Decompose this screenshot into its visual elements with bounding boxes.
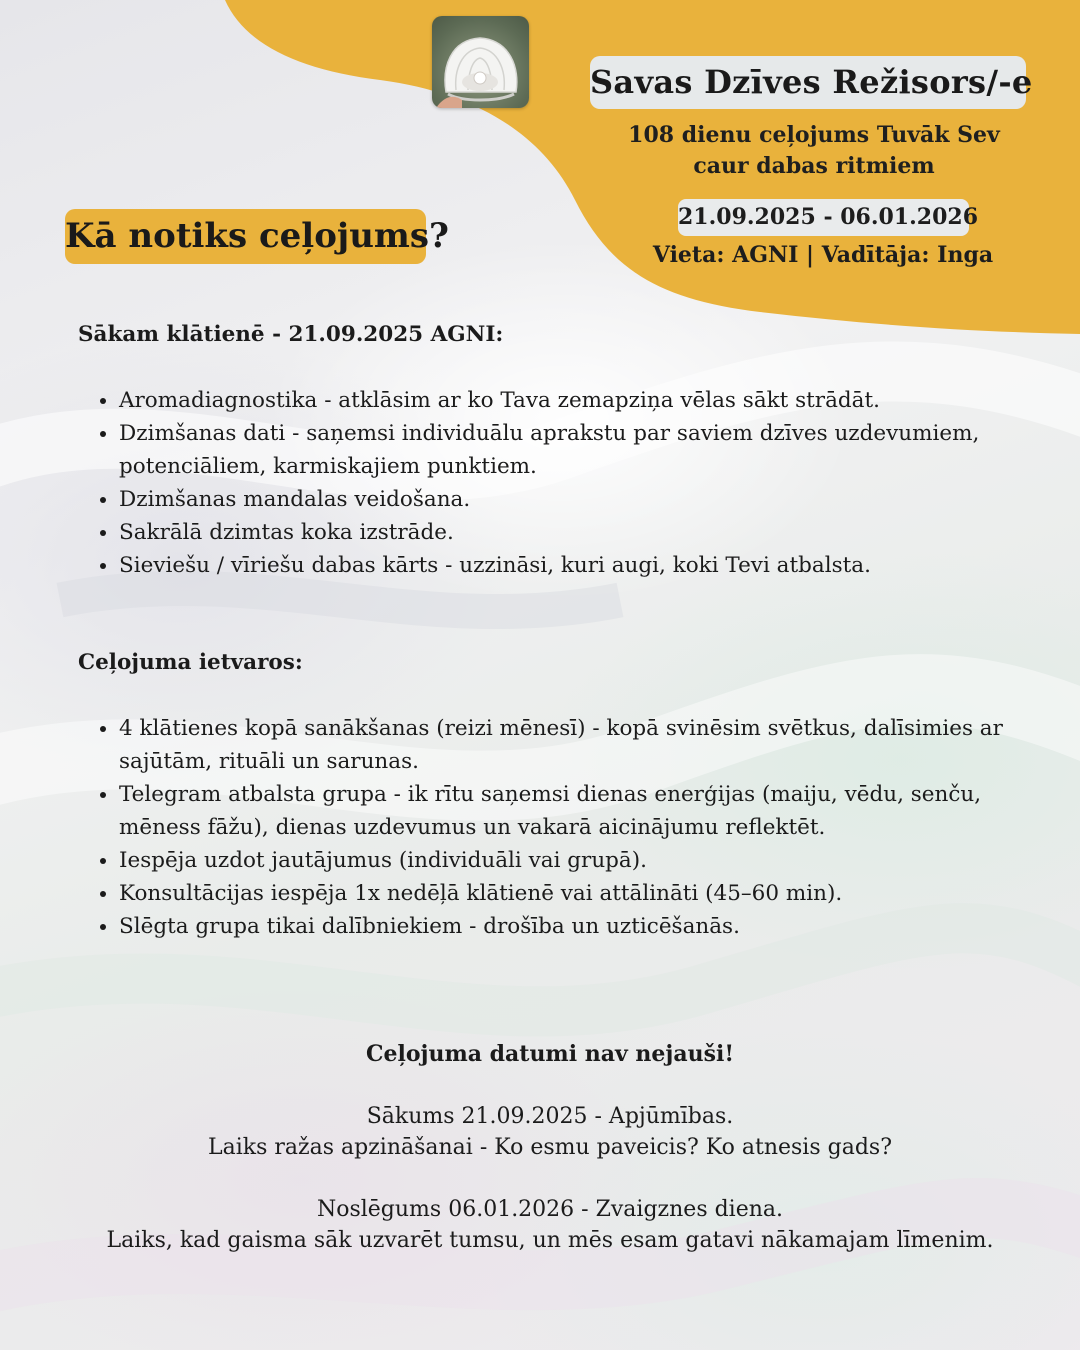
- subtitle-line-2: caur dabas ritmiem: [693, 153, 935, 179]
- start-date-line: Sākums 21.09.2025 - Apjūmības.: [366, 1104, 734, 1129]
- end-date-description: Laiks, kad gaisma sāk uzvarēt tumsu, un mēs esam gatavi nākamajam līmenim.: [106, 1228, 994, 1253]
- location-host-line: Vieta: AGNI | Vadītāja: Inga: [652, 242, 994, 268]
- journey-includes-section: [78, 646, 1008, 943]
- list-item: • 4 klātienes kopā sanākšanas (reizi mēnesī) - kopā svinēsim svētkus, dalīsimies ar sajūtām, rituāli un sarunas.: [119, 712, 1008, 778]
- logo-shell-pearl: [432, 16, 529, 108]
- brand-title: Savas Dzīves Režisors/-e: [590, 56, 1026, 109]
- end-date-line: Noslēgums 06.01.2026 - Zvaigznes diena.: [316, 1197, 784, 1222]
- list-item: • Telegram atbalsta grupa - ik rītu saņemsi dienas enerģijas (maiju, vēdu, senču, mēness fāžu), dienas uzdevumus un vakarā aicinājumu reflektēt.: [119, 778, 1008, 844]
- section-title-badge: Kā notiks ceļojums?: [65, 209, 426, 264]
- journey-includes-heading: Ceļojuma ietvaros:: [78, 650, 303, 675]
- shell-icon: [432, 16, 529, 108]
- in-person-start-list: [78, 384, 1008, 582]
- in-person-start-section: [78, 318, 1008, 582]
- list-item: • Konsultācijas iespēja 1x nedēļā klātienē vai attālināti (45–60 min).: [119, 877, 1008, 910]
- list-item: • Sakrālā dzimtas koka izstrāde.: [119, 516, 1008, 549]
- list-item: • Sieviešu / vīriešu dabas kārts - uzzināsi, kuri augi, koki Tevi atbalsta.: [119, 549, 1008, 582]
- list-item: • Slēgta grupa tikai dalībniekiem - drošība un uzticēšanās.: [119, 910, 1008, 943]
- journey-dates-heading: Ceļojuma datumi nav nejauši!: [365, 1041, 735, 1067]
- list-item: • Iespēja uzdot jautājumus (individuāli vai grupā).: [119, 844, 1008, 877]
- list-item: • Aromadiagnostika - atklāsim ar ko Tava zemapziņa vēlas sākt strādāt.: [119, 384, 1008, 417]
- journey-dates-section: [40, 1039, 1060, 1256]
- subtitle-line-1: 108 dienu ceļojums Tuvāk Sev: [628, 122, 1000, 148]
- date-range-badge: 21.09.2025 - 06.01.2026: [678, 199, 969, 236]
- list-item: • Dzimšanas dati - saņemsi individuālu aprakstu par saviem dzīves uzdevumiem, potenciāliem, karmiskajiem punktiem.: [119, 417, 1008, 483]
- in-person-start-heading: Sākam klātienē - 21.09.2025 AGNI:: [78, 322, 504, 347]
- journey-includes-list: [78, 712, 1008, 943]
- journey-subtitle: [600, 120, 1028, 182]
- start-date-description: Laiks ražas apzināšanai - Ko esmu paveicis? Ko atnesis gads?: [208, 1135, 892, 1160]
- list-item: • Dzimšanas mandalas veidošana.: [119, 483, 1008, 516]
